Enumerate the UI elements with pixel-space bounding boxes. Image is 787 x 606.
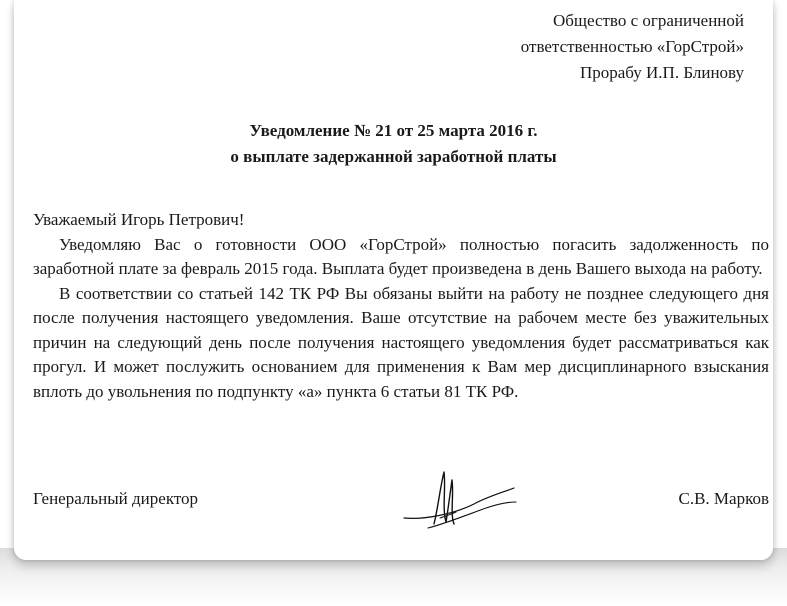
document-sheet	[14, 0, 773, 560]
addressee-block	[521, 8, 744, 86]
document-title	[14, 118, 773, 170]
signer-name: С.В. Марков	[678, 489, 769, 508]
paragraph-1: Уведомляю Вас о готовности ООО «ГорСтрой» полностью погасить задолженность по заработной плате за февраль 2015 года. Выплата будет произведена в день Вашего выхода на работу.	[33, 234, 769, 278]
document-body	[33, 208, 769, 404]
addressee-line: ответственностью «ГорСтрой»	[520, 37, 744, 56]
handwritten-signature	[394, 458, 524, 538]
salutation: Уважаемый Игорь Петрович!	[33, 210, 245, 229]
paragraph-2: В соответствии со статьей 142 ТК РФ Вы обязаны выйти на работу не позднее следующего дня после получения настоящего уведомления. Ваше отсутствие на рабочем месте без уважительных причин на следующий день после получения настоящего уведомления будет рассматриваться как прогул. И может послужить основанием для применения к Вам мер дисциплинарного взыскания вплоть до увольнения по подпункту «а» пункта 6 статьи 81 ТК РФ.	[33, 283, 769, 401]
signer-position: Генеральный директор	[33, 489, 199, 508]
title-line-1: Уведомление № 21 от 25 марта 2016 г.	[249, 121, 538, 140]
addressee-line: Прорабу И.П. Блинову	[579, 63, 744, 82]
addressee-line: Общество с ограниченной	[552, 11, 744, 30]
title-line-2: о выплате задержанной заработной платы	[230, 147, 557, 166]
